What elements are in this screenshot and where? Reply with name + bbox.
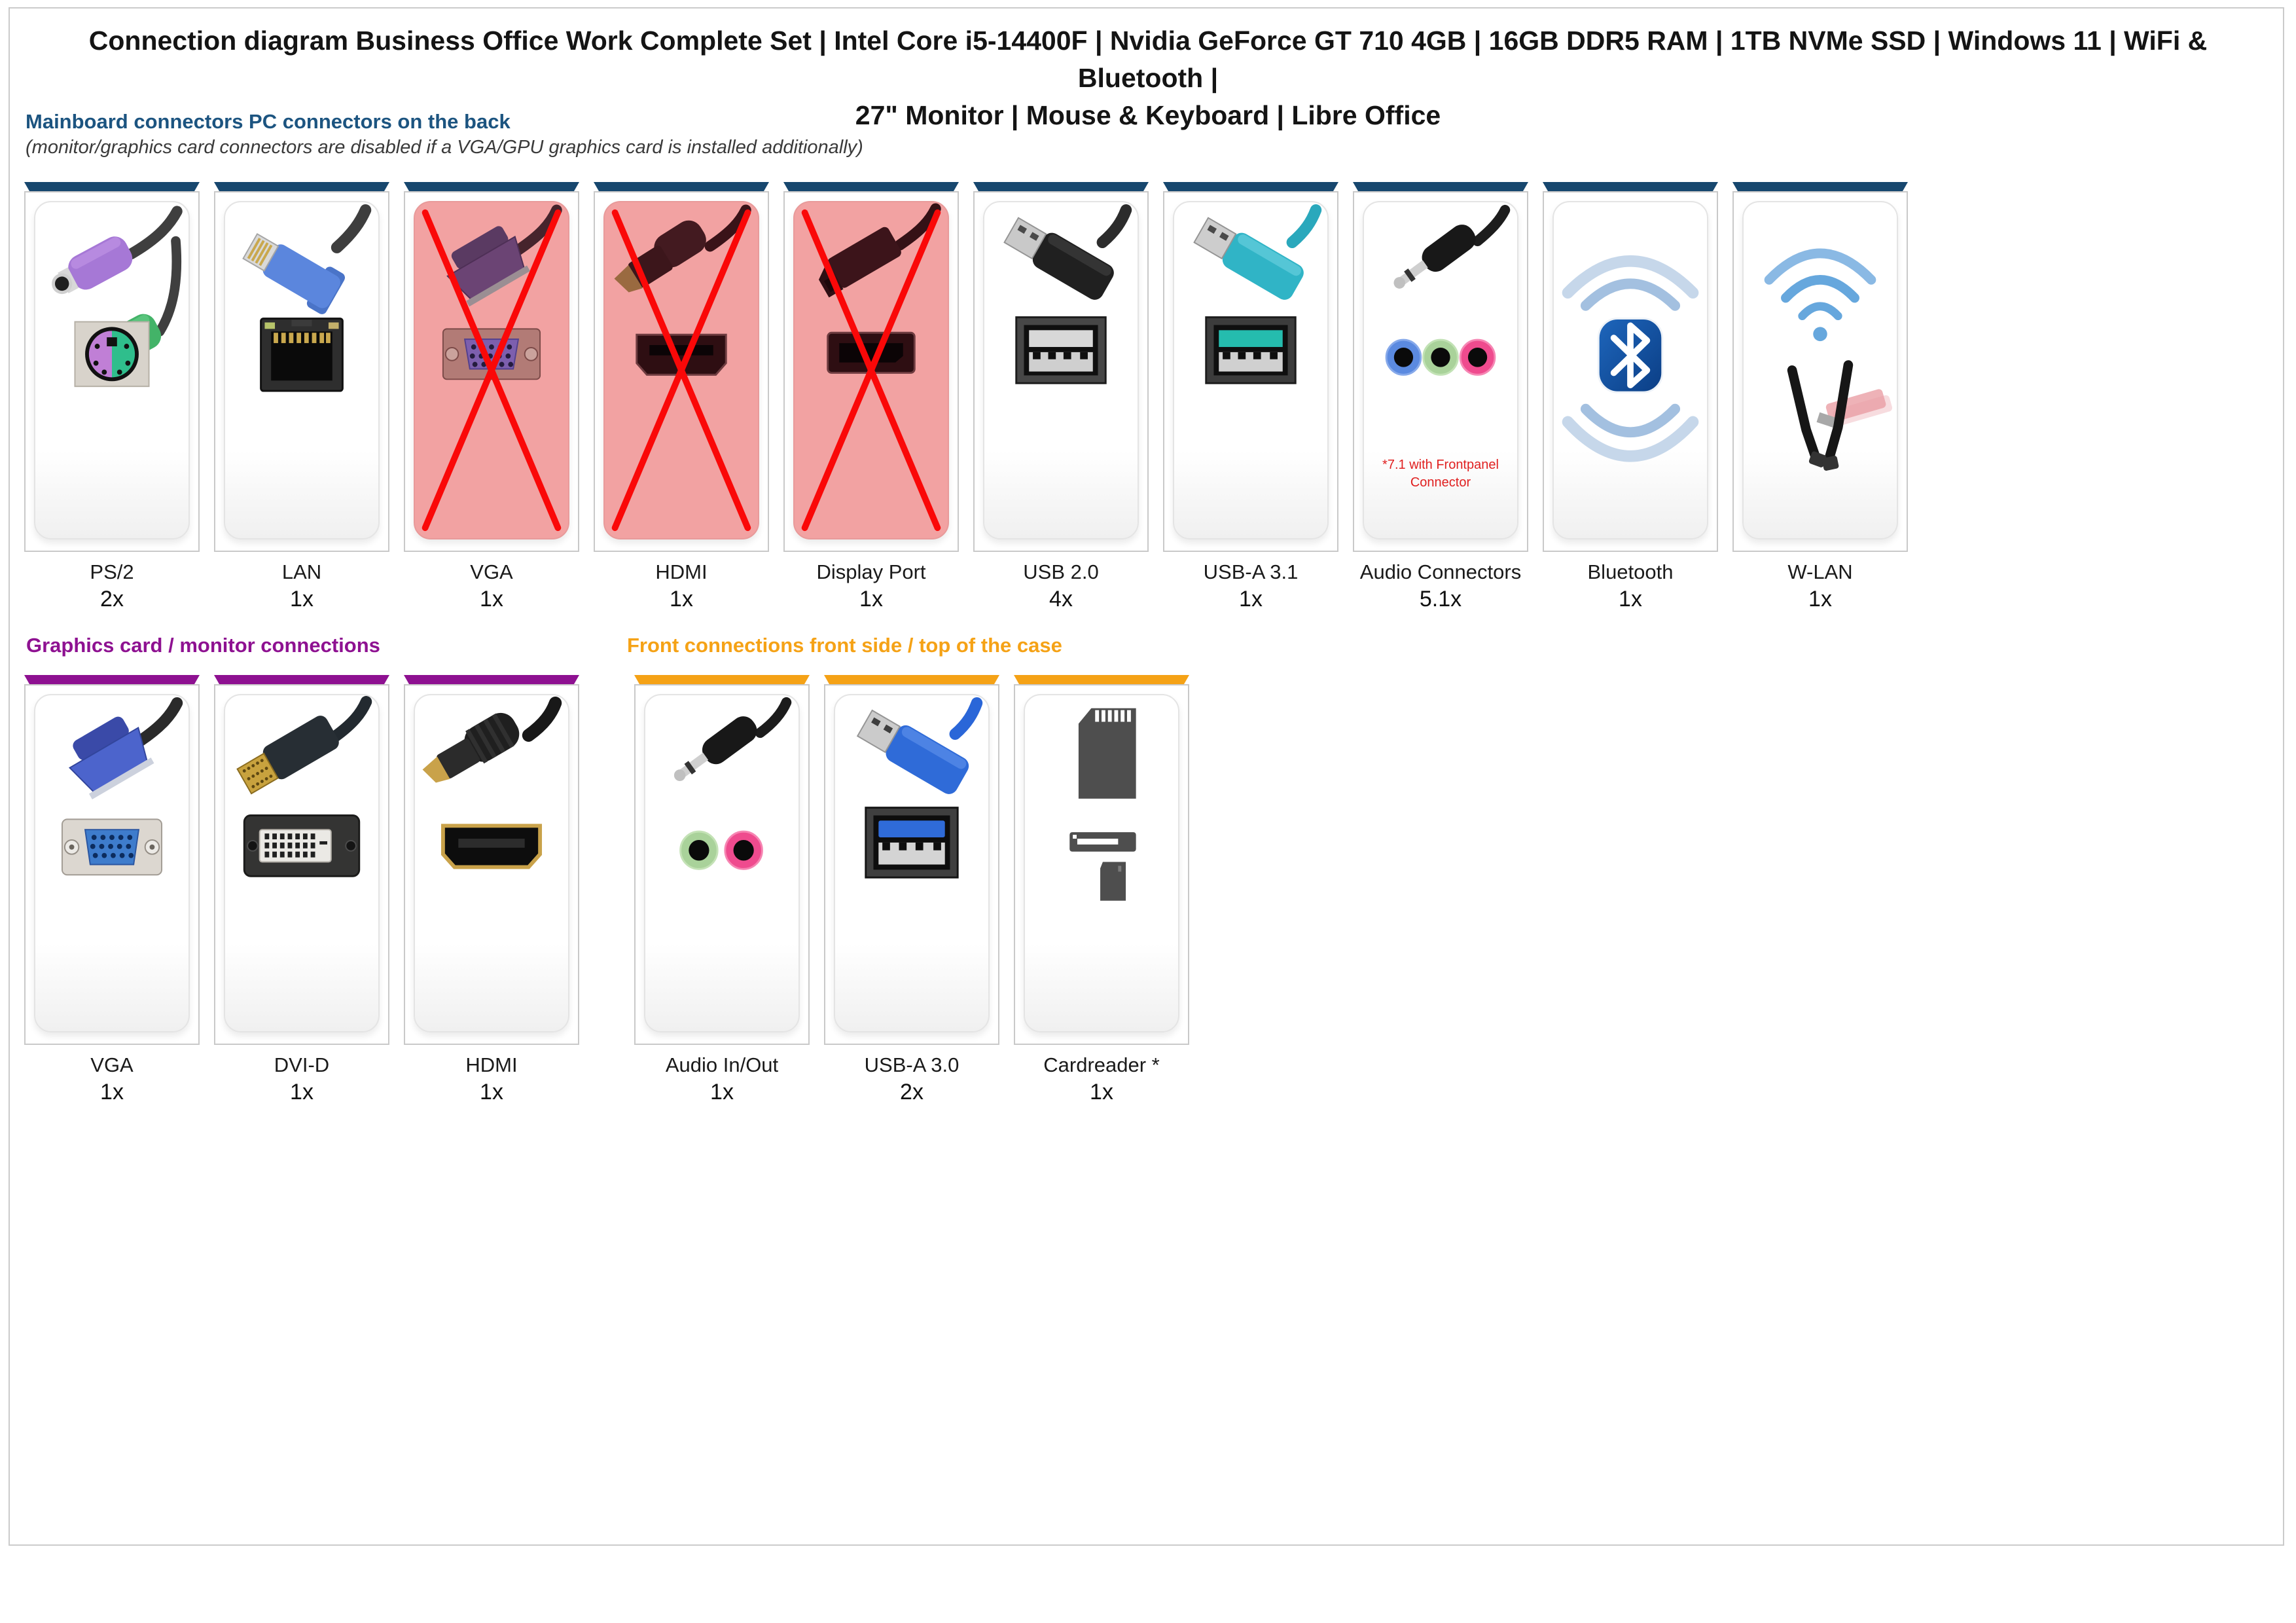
card-audio-connectors — [1353, 182, 1528, 611]
connector-count: 5.1x — [1419, 587, 1462, 611]
card-image-box — [783, 191, 959, 552]
card-image-panel — [34, 201, 190, 539]
card-bluetooth — [1543, 182, 1718, 611]
connector-count: 1x — [1090, 1080, 1113, 1104]
connector-label: Display Port — [816, 560, 926, 583]
disabled-cross-icon — [795, 202, 948, 538]
card-image-box — [1014, 684, 1189, 1045]
connector-count: 1x — [710, 1080, 734, 1104]
hdmi-icon — [415, 695, 568, 1031]
bluetooth-icon — [1554, 202, 1707, 538]
connector-count: 1x — [1619, 587, 1642, 611]
connector-label: USB 2.0 — [1023, 560, 1099, 583]
card-image-panel — [834, 694, 990, 1032]
card-accent-bar — [1543, 182, 1718, 191]
card-gpu-hdmi — [404, 675, 579, 1104]
card-image-box — [214, 684, 389, 1045]
card-usb2 — [973, 182, 1149, 611]
lan-icon — [225, 202, 378, 538]
connector-label: USB-A 3.0 — [864, 1053, 960, 1076]
vga-icon — [35, 695, 188, 1031]
card-image-box — [214, 191, 389, 552]
connector-count: 1x — [480, 1080, 503, 1104]
card-accent-bar — [214, 675, 389, 684]
connector-label: Audio Connectors — [1359, 560, 1522, 583]
card-image-box — [1163, 191, 1338, 552]
dvid-icon — [225, 695, 378, 1031]
card-accent-bar — [824, 675, 999, 684]
front-connections-row — [634, 675, 1189, 1104]
card-image-panel — [1363, 201, 1518, 539]
page-title-line1: Connection diagram Business Office Work Complete Set | Intel Core i5-14400F | Nvidia GeForce GT 710 4GB | 16GB DDR5 RAM | 1TB NVMe SSD | Windows 11 | WiFi & Bluetooth | — [88, 26, 2208, 93]
disabled-cross-icon — [415, 202, 568, 538]
card-image-panel-disabled — [793, 201, 949, 539]
card-image-panel-disabled — [603, 201, 759, 539]
connector-count: 1x — [1239, 587, 1263, 611]
connector-label: Audio In/Out — [665, 1053, 779, 1076]
card-wlan — [1732, 182, 1908, 611]
card-accent-bar — [404, 182, 579, 191]
card-displayport-disabled — [783, 182, 959, 611]
audio-inout-icon — [645, 695, 798, 1031]
section-heading-mainboard: Mainboard connectors PC connectors on the back — [26, 110, 511, 133]
connector-label: VGA — [90, 1053, 134, 1076]
card-lan — [214, 182, 389, 611]
card-image-box — [1732, 191, 1908, 552]
card-image-panel — [34, 694, 190, 1032]
card-image-box — [404, 684, 579, 1045]
card-image-box — [24, 191, 200, 552]
connector-label: PS/2 — [90, 560, 134, 583]
connector-label: HDMI — [655, 560, 708, 583]
connector-label: HDMI — [465, 1053, 518, 1076]
connector-count: 1x — [670, 587, 693, 611]
card-accent-bar — [24, 182, 200, 191]
card-accent-bar — [594, 182, 769, 191]
card-accent-bar — [783, 182, 959, 191]
card-image-panel — [1552, 201, 1708, 539]
connector-count: 1x — [290, 587, 314, 611]
mainboard-card-row — [24, 182, 1908, 611]
cardreader-icon — [1025, 695, 1178, 1031]
graphics-card-row — [24, 675, 579, 1104]
connector-label: USB-A 3.1 — [1203, 560, 1299, 583]
card-image-panel — [224, 201, 380, 539]
card-accent-bar — [634, 675, 810, 684]
card-ps2 — [24, 182, 200, 611]
card-accent-bar — [404, 675, 579, 684]
card-image-panel — [1024, 694, 1179, 1032]
connector-count: 1x — [480, 587, 503, 611]
disabled-cross-icon — [605, 202, 758, 538]
connector-label: W-LAN — [1787, 560, 1853, 583]
card-usb31 — [1163, 182, 1338, 611]
card-accent-bar — [1353, 182, 1528, 191]
section-heading-graphics: Graphics card / monitor connections — [26, 634, 380, 657]
connector-label: Bluetooth — [1587, 560, 1674, 583]
usb3-icon — [835, 695, 988, 1031]
connector-count: 1x — [290, 1080, 314, 1104]
card-image-box — [1543, 191, 1718, 552]
card-image-box — [973, 191, 1149, 552]
card-image-panel — [224, 694, 380, 1032]
usb31-icon — [1174, 202, 1327, 538]
card-image-panel — [1742, 201, 1898, 539]
card-image-box — [24, 684, 200, 1045]
section-subheading-mainboard: (monitor/graphics card connectors are disabled if a VGA/GPU graphics card is installed additionally) — [26, 137, 863, 158]
connector-count: 2x — [100, 587, 124, 611]
card-image-box — [404, 191, 579, 552]
card-accent-bar — [1014, 675, 1189, 684]
card-front-cardreader — [1014, 675, 1189, 1104]
connector-label: LAN — [281, 560, 322, 583]
connector-count: 1x — [100, 1080, 124, 1104]
connector-count: 1x — [1808, 587, 1832, 611]
card-image-box — [824, 684, 999, 1045]
card-gpu-dvid — [214, 675, 389, 1104]
card-front-audio — [634, 675, 810, 1104]
usb2-icon — [984, 202, 1138, 538]
page-title-line2: 27" Monitor | Mouse & Keyboard | Libre Office — [855, 100, 1441, 130]
wlan-icon — [1744, 202, 1897, 538]
section-heading-front: Front connections front side / top of the case — [627, 634, 1062, 657]
card-image-box — [634, 684, 810, 1045]
connector-count: 2x — [900, 1080, 924, 1104]
card-gpu-vga — [24, 675, 200, 1104]
connector-count: 1x — [859, 587, 883, 611]
card-accent-bar — [973, 182, 1149, 191]
card-accent-bar — [1732, 182, 1908, 191]
connector-label: Cardreader * — [1043, 1053, 1160, 1076]
card-hdmi-disabled — [594, 182, 769, 611]
card-image-box — [594, 191, 769, 552]
card-front-usb3 — [824, 675, 999, 1104]
card-accent-bar — [214, 182, 389, 191]
card-image-panel — [983, 201, 1139, 539]
connector-label: DVI-D — [274, 1053, 330, 1076]
card-image-panel — [1173, 201, 1329, 539]
card-vga-disabled — [404, 182, 579, 611]
connector-count: 4x — [1049, 587, 1073, 611]
card-image-panel — [414, 694, 569, 1032]
card-image-panel-disabled — [414, 201, 569, 539]
card-accent-bar — [1163, 182, 1338, 191]
card-accent-bar — [24, 675, 200, 684]
card-image-box — [1353, 191, 1528, 552]
audio-frontpanel-note: *7.1 with Frontpanel Connector — [1382, 458, 1499, 490]
ps2-icon — [35, 202, 188, 538]
connector-label: VGA — [470, 560, 513, 583]
card-image-panel — [644, 694, 800, 1032]
